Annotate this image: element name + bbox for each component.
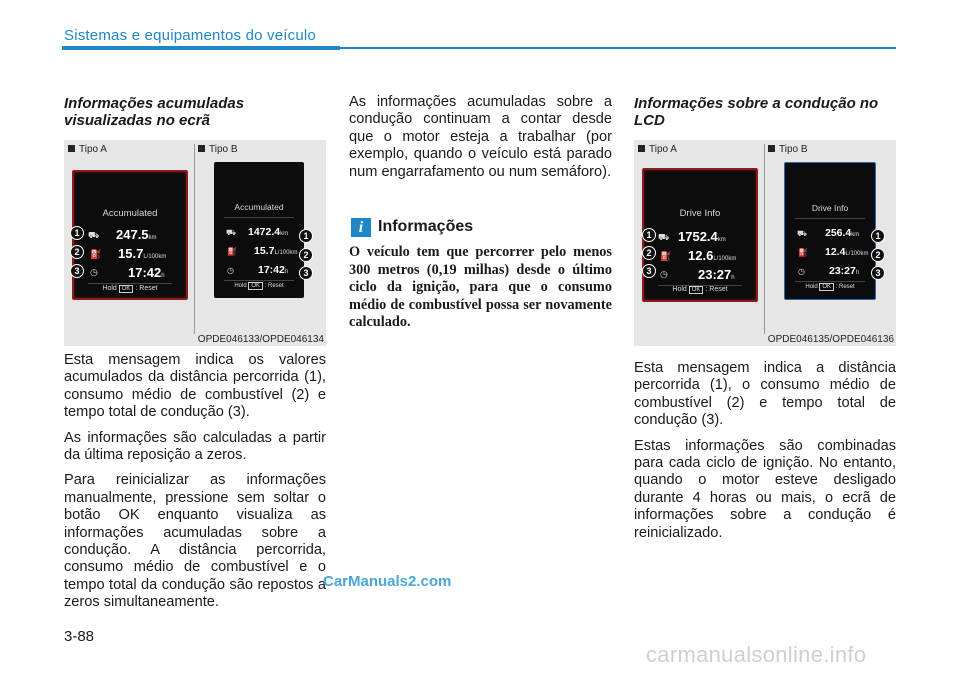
road-icon: ⛟ xyxy=(226,228,237,237)
screen-divider xyxy=(795,281,865,282)
chapter-title: Sistemas e equipamentos do veículo xyxy=(64,27,316,44)
screen-divider xyxy=(224,280,294,281)
road-icon: ⛟ xyxy=(88,230,100,240)
marker-3: 3 xyxy=(871,266,885,280)
marker-1: 1 xyxy=(70,226,84,240)
screen-divider xyxy=(224,217,294,218)
fuel-icon: ⛽ xyxy=(227,247,237,256)
time-value: 23:27h xyxy=(698,267,735,282)
fuel-icon: ⛽ xyxy=(660,251,672,261)
paragraph: Esta mensagem indica os valores acumulados da distância percorrida (1), consumo médio de combustível (2) e tempo total de condução (3). xyxy=(64,352,326,421)
right-body-text xyxy=(634,360,896,550)
cluster-screen-type-a xyxy=(72,170,188,300)
time-value: 17:42h xyxy=(258,264,289,276)
hold-reset-hint: Hold OK : Reset xyxy=(805,284,855,290)
figure-divider xyxy=(764,144,765,334)
fuel-icon: ⛽ xyxy=(90,249,102,259)
middle-body-text xyxy=(349,94,612,189)
paragraph: As informações acumuladas sobre a condução continuam a contar desde que o motor esteja a trabalhar (por exemplo, quando o veículo está parado num engarrafamento ou num semáforo). xyxy=(349,94,612,180)
clock-icon: ◷ xyxy=(798,267,805,276)
header-rule-thick xyxy=(62,46,340,50)
figure-label-type-a: Tipo A xyxy=(68,144,107,155)
hold-reset-hint: Hold OK : Reset xyxy=(672,286,728,293)
distance-value: 1472.4km xyxy=(248,226,289,238)
header-rule-thin xyxy=(340,47,896,49)
screen-divider xyxy=(795,218,865,219)
consumption-value: 12.4L/100km xyxy=(825,246,869,258)
clock-icon: ◷ xyxy=(90,267,98,277)
square-bullet-icon xyxy=(198,145,205,152)
marker-3: 3 xyxy=(70,264,84,278)
paragraph: Estas informações são combinadas para cada ciclo de ignição. No entanto, quando o motor esteve desligado durante 4 horas ou mais, o ecrã de informações sobre a condução é reinicializado. xyxy=(634,437,896,541)
consumption-value: 12.6L/100km xyxy=(688,248,737,263)
distance-value: 247.5km xyxy=(116,227,157,242)
screen-title: Accumulated xyxy=(234,202,284,212)
square-bullet-icon xyxy=(638,145,645,152)
marker-2: 2 xyxy=(642,246,656,260)
figure-caption: OPDE046133/OPDE046134 xyxy=(197,334,324,345)
marker-3: 3 xyxy=(642,264,656,278)
distance-value: 1752.4km xyxy=(678,229,726,244)
clock-icon: ◷ xyxy=(660,269,668,279)
screen-title: Drive Info xyxy=(811,203,849,213)
paragraph: Esta mensagem indica a distância percorrida (1), o consumo médio de combustível (2) e tempo total de condução (3). xyxy=(634,360,896,429)
road-icon: ⛟ xyxy=(658,232,670,242)
figure-label-type-b: Tipo B xyxy=(198,144,238,155)
clock-icon: ◷ xyxy=(227,266,234,275)
marker-2: 2 xyxy=(871,248,885,262)
figure-label-type-a: Tipo A xyxy=(638,144,677,155)
cluster-screen-type-b xyxy=(214,162,304,298)
watermark-link[interactable]: CarManuals2.com xyxy=(323,573,452,590)
marker-1: 1 xyxy=(642,228,656,242)
info-icon: i xyxy=(351,218,371,237)
section-title-accumulated: Informações acumuladas visualizadas no ecrã xyxy=(64,95,245,129)
screen-divider xyxy=(88,283,172,284)
consumption-value: 15.7L/100km xyxy=(254,245,298,257)
marker-2: 2 xyxy=(299,248,313,262)
marker-2: 2 xyxy=(70,245,84,259)
hold-reset-hint: Hold OK : Reset xyxy=(234,283,284,289)
figure-caption: OPDE046135/OPDE046136 xyxy=(767,334,894,345)
square-bullet-icon xyxy=(768,145,775,152)
road-icon: ⛟ xyxy=(797,229,808,238)
hold-reset-hint: Hold OK : Reset xyxy=(102,285,158,292)
marker-1: 1 xyxy=(871,229,885,243)
cluster-screen-type-b xyxy=(784,162,876,300)
page-number: 3-88 xyxy=(64,628,95,645)
figure-accumulated xyxy=(64,140,326,346)
screen-title: Accumulated xyxy=(102,208,158,219)
screen-title: Drive Info xyxy=(679,208,721,219)
info-title: Informações xyxy=(378,218,474,235)
cluster-screen-type-a xyxy=(642,168,758,302)
info-text: O veículo tem que percorrer pelo menos 300 metros (0,19 milhas) desde o último ciclo da ignição, para que o consumo médio de combustível possa ser novamente calculado. xyxy=(349,244,612,330)
time-value: 23:27h xyxy=(829,265,860,277)
fuel-icon: ⛽ xyxy=(798,248,808,257)
figure-drive-info xyxy=(634,140,896,346)
figure-label-type-b: Tipo B xyxy=(768,144,808,155)
figure-divider xyxy=(194,144,195,334)
paragraph: Para reinicializar as informações manualmente, pressione sem soltar o botão OK enquanto visualiza as informações acumuladas sobre a condução. A distância percorrida, consumo médio de combustível e o tempo total da condução são repostos a zeros simultaneamente. xyxy=(64,472,326,611)
consumption-value: 15.7L/100km xyxy=(118,246,167,261)
distance-value: 256.4km xyxy=(825,227,860,239)
time-value: 17:42h xyxy=(128,265,165,280)
marker-3: 3 xyxy=(299,266,313,280)
section-title-drive-info: Informações sobre a condução no LCD xyxy=(634,95,879,129)
paragraph: As informações são calculadas a partir da última reposição a zeros. xyxy=(64,429,326,464)
footer-watermark: carmanualsonline.info xyxy=(646,642,867,667)
left-body-text xyxy=(64,352,326,620)
marker-1: 1 xyxy=(299,229,313,243)
square-bullet-icon xyxy=(68,145,75,152)
